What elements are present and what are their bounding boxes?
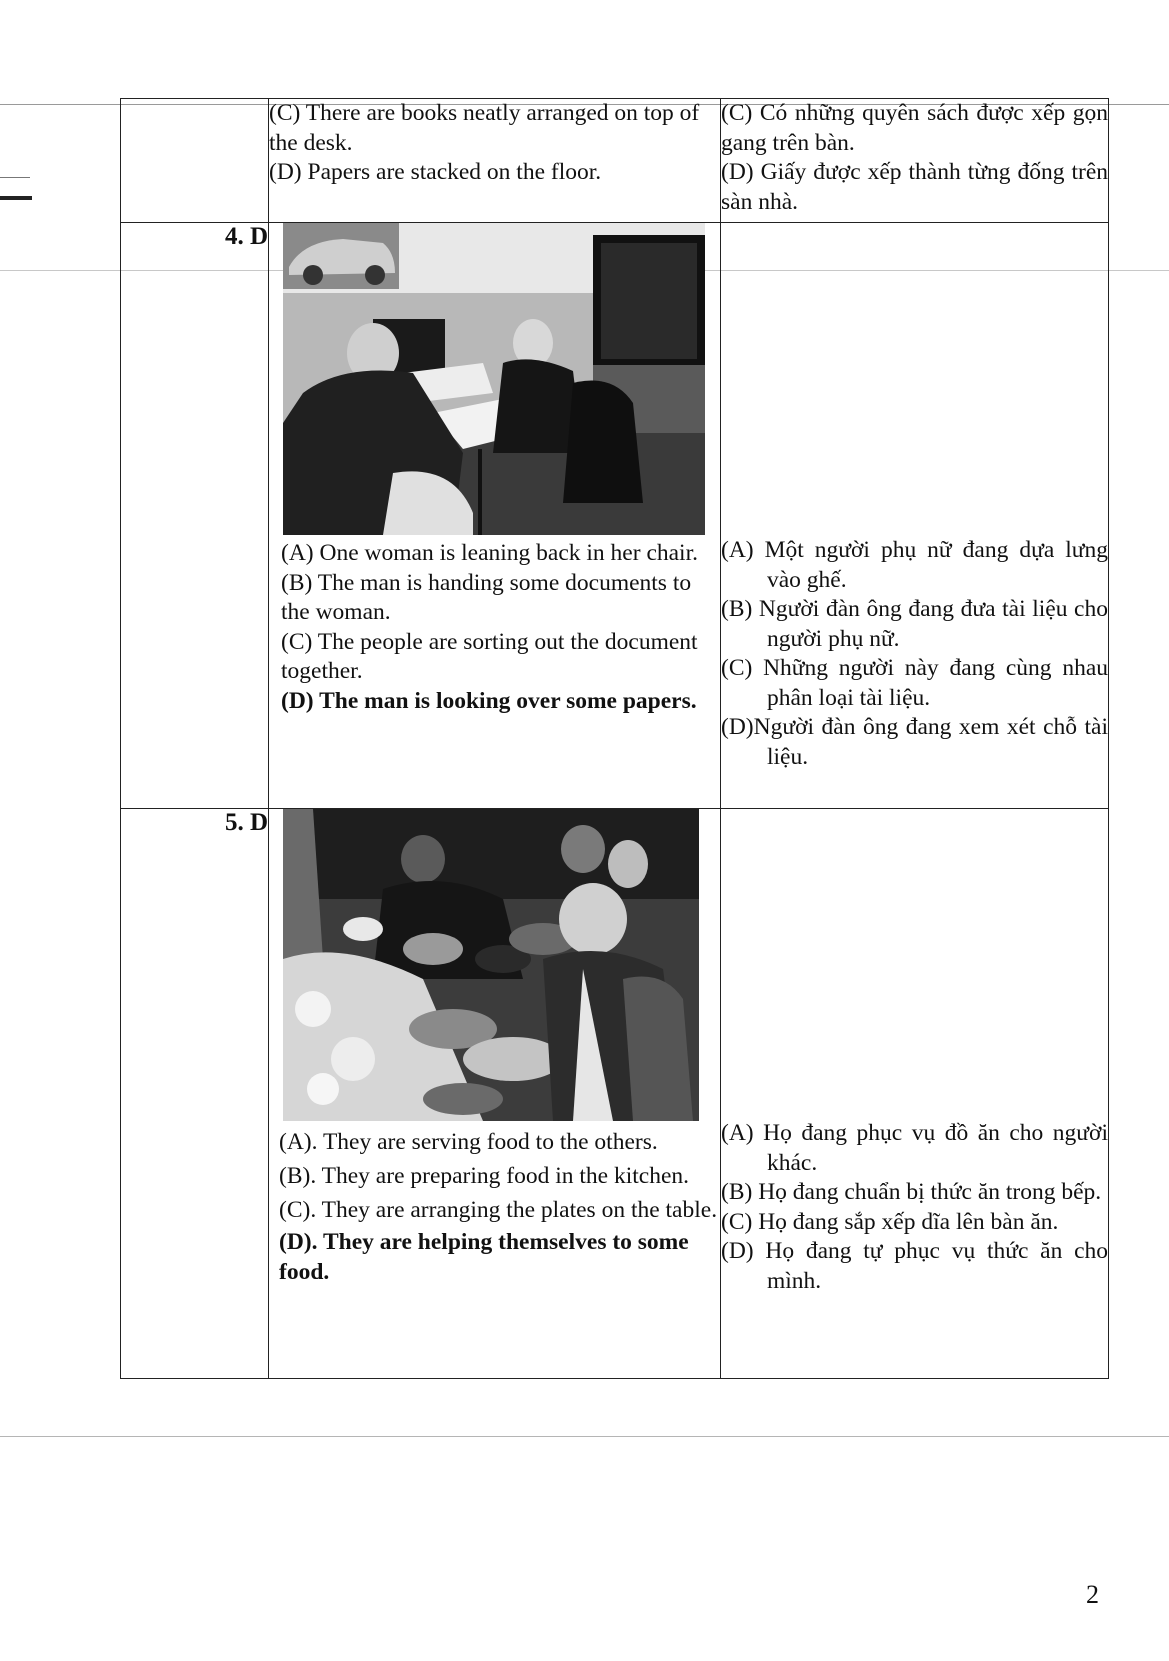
- english-option: (C) The people are sorting out the document together.: [281, 628, 698, 684]
- english-option: (C) There are books neatly arranged on top of the desk.: [269, 100, 700, 156]
- vietnamese-option: (C) Có những quyên sách được xếp gọn gang trên bàn.: [721, 100, 1108, 156]
- table-row-question-4: [121, 223, 1109, 809]
- english-option: (A) One woman is leaning back in her chair.: [281, 540, 698, 566]
- punch-mark-faint: [0, 177, 30, 178]
- vietnamese-option: (C) Những người này đang cùng nhau phân loại tài liệu.: [721, 655, 1108, 711]
- vietnamese-option: (A) Một người phụ nữ đang dựa lưng vào ghế.: [721, 537, 1108, 593]
- english-option: (C). They are arranging the plates on the table.: [279, 1197, 718, 1223]
- vietnamese-options-cell: [721, 99, 1109, 223]
- correct-answer: (D) The man is looking over some papers.: [281, 687, 697, 714]
- vietnamese-option: (B) Họ đang chuẩn bị thức ăn trong bếp.: [721, 1179, 1102, 1205]
- scan-line-bottom: [0, 1436, 1169, 1437]
- vietnamese-option: (B) Người đàn ông đang đưa tài liệu cho người phụ nữ.: [721, 596, 1108, 652]
- english-options-cell: [269, 99, 721, 223]
- english-option: (A). They are serving food to the others.: [279, 1129, 658, 1155]
- question-number: 4. D: [121, 223, 269, 809]
- vietnamese-option: (A) Họ đang phục vụ đồ ăn cho người khác.: [721, 1120, 1108, 1176]
- question-number-cell: [121, 99, 269, 223]
- vietnamese-options-cell: [721, 809, 1109, 1379]
- vietnamese-option: (C) Họ đang sắp xếp dĩa lên bàn ăn.: [721, 1208, 1059, 1235]
- english-option: (B) The man is handing some documents to the woman.: [281, 569, 692, 625]
- answer-table: [120, 98, 1109, 1379]
- page-number: 2: [1086, 1580, 1099, 1609]
- question-number: 5. D: [121, 809, 269, 1379]
- english-options-cell: [269, 809, 721, 1379]
- table-row-question-5: [121, 809, 1109, 1379]
- punch-mark: [0, 196, 32, 200]
- vietnamese-option: (D) Họ đang tự phục vụ thức ăn cho mình.: [721, 1238, 1108, 1294]
- english-options-cell: [269, 223, 721, 809]
- vietnamese-option: (D)Người đàn ông đang xem xét chỗ tài liệu.: [721, 714, 1108, 770]
- vietnamese-option: (D) Giấy được xếp thành từng đống trên sàn nhà.: [721, 159, 1108, 215]
- vietnamese-options-cell: [721, 223, 1109, 809]
- english-option: (B). They are preparing food in the kitchen.: [279, 1163, 690, 1189]
- correct-answer: (D). They are helping themselves to some food.: [279, 1229, 689, 1285]
- buffet-food-photo: [283, 809, 699, 1121]
- english-option: (D) Papers are stacked on the floor.: [269, 159, 602, 185]
- office-meeting-photo: [283, 223, 705, 535]
- table-row-continuation: [121, 99, 1109, 223]
